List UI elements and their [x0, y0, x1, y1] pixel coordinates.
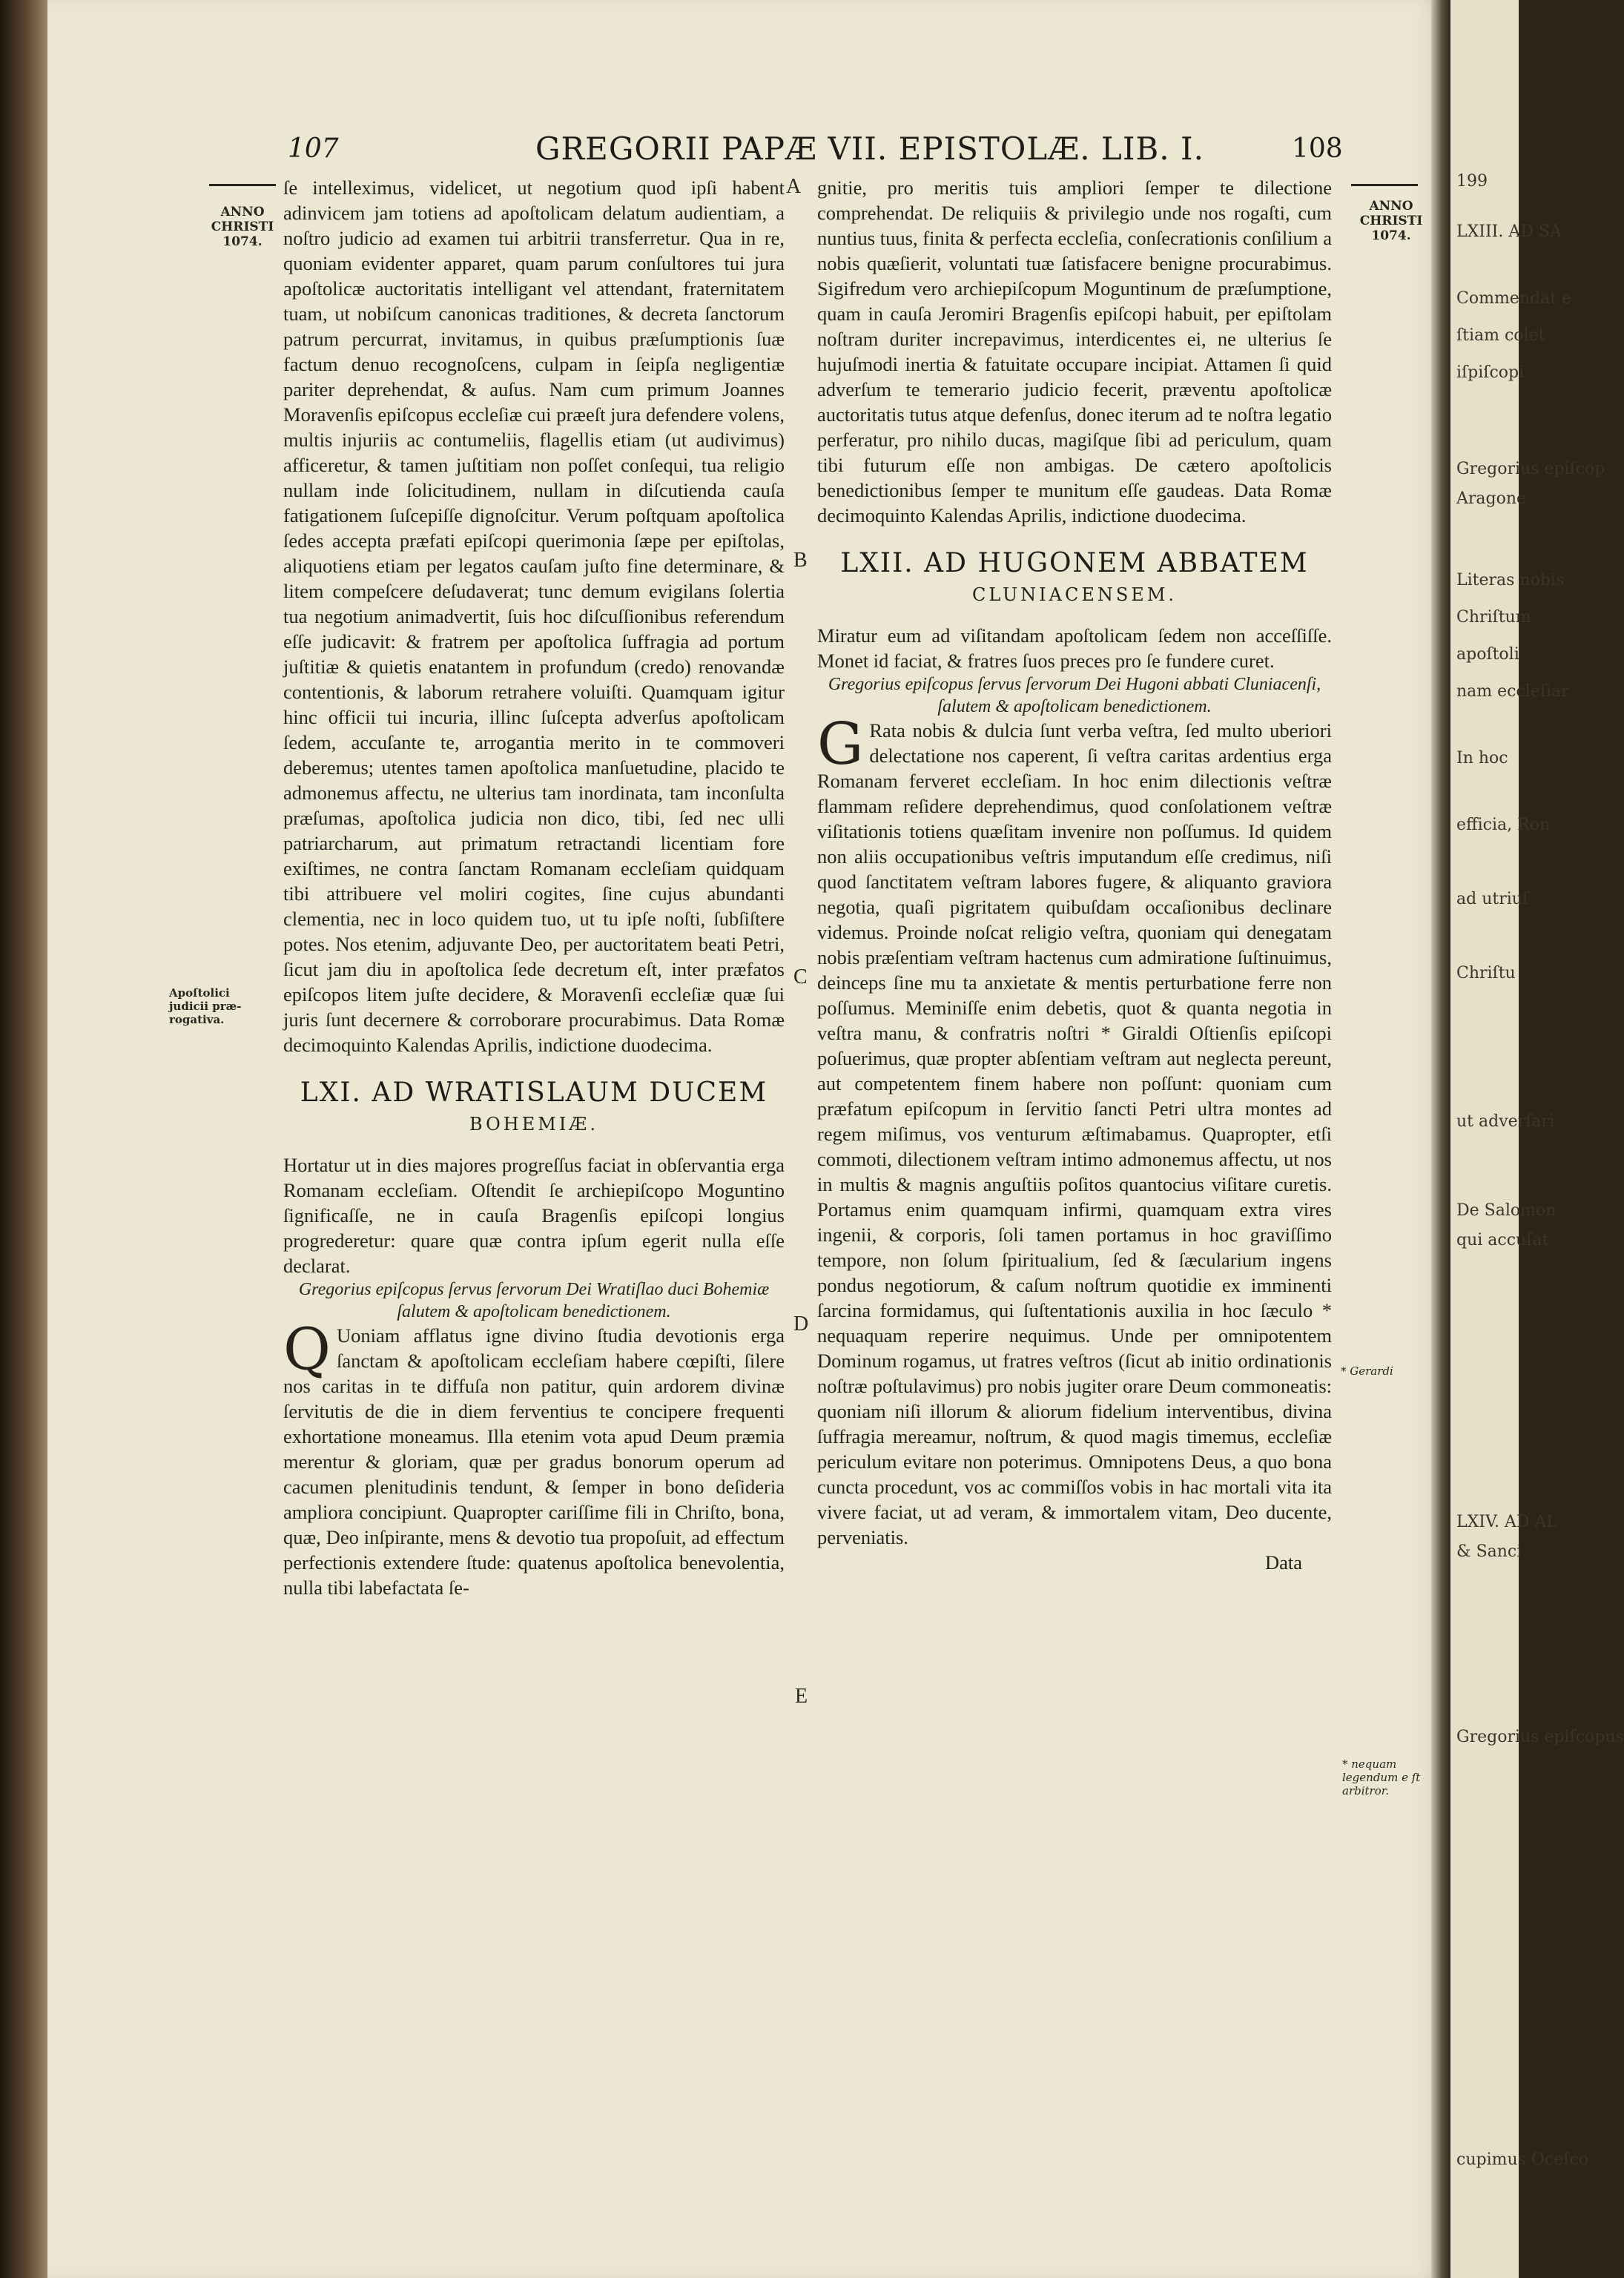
next-page-text: Commendat e — [1456, 289, 1572, 308]
year-label: 1074. — [222, 234, 263, 249]
next-page-text: Gregorius epiſcopus — [1456, 1728, 1624, 1746]
letter-62-text: Rata nobis & dulcia ſunt verba veſtra, ſed multo uberiori delectatione nos caperent, ſi veſtra caritas ardentius erga Romanam ferveret eccleſiam. In hoc enim dilectionis veſtræ flammam reſidere deprehendimus, quod conſolationem veſtræ viſitationis totiens quæſitam invenire non poſſumus. Id quidem non aliis occupationibus veſtris imputandum eſſe credimus, niſi quod ſanctitatem veſtram labores fugere, & aliquanto graviora negotia, quaſi pigritatem quibuſdam occaſionibus declinare videmus. Proinde noſcat religio veſtra, quoniam qui denegatam nobis præſentiam veſtram hactenus cum admiratione ſuſtinuimus, deinceps ſine mu ta anxietate & mentis perturbatione ferre non poſſumus. Meminiſſe enim debetis, quot & quanta negotia in veſtra manu, & confratris noſtri * Giraldi Oſtienſis epiſcopi poſuerimus, quæ propter abſentiam veſtram aut neglecta pereunt, aut competentem finem habere non poſſunt: quoniam cum præfatum epiſcopum in ſervitio ſancti Petri ultra montes ad regem miſimus, vos venturum æſtimabamus. Quapropter, etſi commoti, dilectionem veſtram intimo admonemus affectu, ut nos in multis & magnis anguſtiis poſitos quantocius viſitare curetis. Portamus enim quamquam infirmi, quamquam extra vires ingenii, & corporis, ſoli tamen portamus in hoc graviſſimo tempore, non ſolum ſpiritualium, ſed & ſæcularium ingens pondus negotiorum, & caſum noſtrum quotidie ex imminenti ſarcina formidamus, qui ſuſtentationis auxilia in hoc ſæculo * nequaquam reperire nequimus. Unde per omnipotentem Dominum rogamus, ut fratres veſtros (ſicut ab initio ordinationis noſtræ poſtulavimus) pro nobis jugiter orare Deum commoneatis: quoniam niſi illorum & aliorum fidelium interventibus, divina ſuffragia mereamur, noſtrum, & quod magis timemus, eccleſiæ periculum evitare non poterimus. Omnipotens Deus, a quo bona cuncta procedunt, vos ac commiſſos vobis in hac mortali vita ita vivere faciat, ut ad veram, & immortalem vitam, Deo ducente, perveniatis. — [817, 719, 1332, 1548]
next-page-text: nam eccleſiar — [1456, 682, 1569, 701]
letter-60-ending: gnitie, pro meritis tuis ampliori ſemper te dilectione comprehendat. De reliquiis & privilegio unde nos rogaſti, cum nuntius tuus, finita & perfecta eccleſia, conſecrationis conſilium a nobis quæſierit, voluntati tuæ ſatisfacere benigne procurabimus. Sigifredum vero archiepiſcopum Moguntinum de præſumptione, quam in cauſa Jeromiri Bragenſis epiſcopi habuit, per epiſtolam noſtram duriter increpavimus, interdicentes ei, ne ulterius ſe hujuſmodi inertia & fatuitate occupare incipiat. Attamen ſi quid adverſum te temerario judicio fecerit, præventu apoſtolicæ auctoritatis tutus atque defenſus, donec iterum ad te noſtra legatio perferatur, pro nihilo ducas, magiſque ſibi ad periculum, quam tibi futurum eſſe non ambigas. De cætero apoſtolicis benedictionibus ſemper te munitum eſſe gaudeas. Data Romæ decimoquinto Kalendas Aprilis, indictione duodecima. — [817, 176, 1332, 526]
margin-note-line: arbitror. — [1342, 1784, 1390, 1797]
catchword: Data — [1264, 1551, 1302, 1574]
letter-61-heading: LXI. AD WRATISLAUM DUCEM — [300, 1077, 768, 1108]
next-page-text: Literas nobis — [1456, 571, 1565, 590]
anno-label: ANNO — [1369, 199, 1413, 214]
letter-62-summary: Miratur eum ad viſitandam apoſtolicam ſedem non acceſſiſſe. Monet id faciat, & fratres ſuos preces pro ſe fundere curet. — [817, 624, 1332, 672]
margin-note-apostolici — [169, 986, 280, 1026]
section-letter-a: A — [786, 175, 802, 198]
next-page-text: LXIV. AD AL — [1456, 1513, 1558, 1531]
margin-note-line: legendum e ſt — [1342, 1771, 1421, 1784]
next-page-text: cupimus Oceſco — [1456, 2150, 1589, 2169]
next-page-text: & Sanci — [1456, 1542, 1522, 1561]
next-page-text: De Salomon — [1456, 1201, 1557, 1220]
letter-61-subheading: BOHEMIÆ. — [469, 1114, 598, 1135]
next-page-text: ſtiam colet — [1456, 326, 1545, 345]
drop-cap: G — [817, 711, 864, 778]
running-title: GREGORII PAPÆ VII. EPISTOLÆ. LIB. I. — [535, 131, 1204, 167]
margin-note-nequam — [1342, 1757, 1430, 1797]
book-gutter — [1431, 0, 1450, 2278]
margin-note-gerardi: * Gerardi — [1341, 1364, 1393, 1378]
left-column — [283, 175, 785, 1600]
next-page-text: ad utriuſ — [1456, 890, 1529, 908]
margin-note-line: Apoſtolici — [169, 986, 230, 1000]
letter-61-text: Uoniam afflatus igne divino ſtudia devotionis erga ſanctam & apoſtolicam eccleſiam habere cœpiſti, ſilere nos caritas in te diffuſa non patitur, quin ardorem divinæ ſervitutis de die in diem ferventius te concipere frequenti exhortatione moneamus. Illa etenim vota apud Deum præmia merentur & gloriam, quæ per gradus bonorum operum ad cacumen plenitudinis tendunt, & ſemper in bono deſideria ampliora concipiunt. Quapropter cariſſime fili in Chriſto, bona, quæ, Deo inſpirante, mens & devotio tua propoſuit, ad effectum perfectionis extendere ſtude: quatenus apoſtolica benevolentia, nulla tibi labefactata ſe- — [283, 1324, 785, 1599]
letter-62-subheading: CLUNIACENSEM. — [971, 584, 1178, 605]
next-page-fragment — [1450, 0, 1624, 2278]
next-page-text: Aragone — [1456, 489, 1527, 508]
next-page-text: 199 — [1456, 172, 1488, 191]
next-page-text: qui accuſat — [1456, 1231, 1549, 1249]
next-page-text: Gregorius epiſcop — [1456, 460, 1605, 478]
page-number-left: 107 — [288, 133, 339, 164]
section-letter-d: D — [793, 1313, 809, 1336]
next-page-text: apoſtoli — [1456, 645, 1519, 664]
year-label: 1074. — [1371, 228, 1411, 243]
margin-rule-left — [209, 184, 276, 186]
next-page-text: In hoc — [1456, 749, 1508, 767]
margin-note-anno-right — [1354, 199, 1428, 243]
letter-61-body — [283, 1316, 785, 1600]
section-letter-b: B — [793, 549, 808, 572]
page-number-right: 108 — [1292, 133, 1343, 164]
book-binding-edge — [0, 0, 47, 2278]
drop-cap: Q — [283, 1316, 331, 1383]
next-page-text: iſpiſcopi — [1456, 363, 1525, 382]
next-page-text: LXIII. AD SA — [1456, 222, 1562, 241]
margin-note-line: rogativa. — [169, 1013, 225, 1026]
next-page-text: efficia, Ron — [1456, 816, 1551, 834]
next-page-text: Chriſtum — [1456, 608, 1531, 627]
margin-note-line: * nequam — [1342, 1757, 1397, 1771]
section-letter-c: C — [793, 965, 808, 988]
margin-rule-right — [1351, 184, 1418, 186]
margin-note-anno-left — [202, 205, 283, 249]
letter-62-salutation: Gregorius epiſcopus ſervus ſervorum Dei Hugoni abbati Cluniacenſi, ſalutem & apoſtolicam benedictionem. — [828, 675, 1321, 716]
christi-label: CHRISTI — [211, 219, 274, 234]
margin-note-line: judicii præ- — [169, 1000, 242, 1013]
next-page-text: Chriſtu — [1456, 964, 1516, 983]
letter-62-heading: LXII. AD HUGONEM ABBATEM — [840, 548, 1309, 578]
section-letter-e: E — [795, 1685, 808, 1708]
letter-61-summary: Hortatur ut in dies majores progreſſus faciat in obſervantia erga Romanam eccleſiam. Oſtendit ſe archiepiſcopo Moguntino ſignificaſſe, ne in cauſa Bragenſis epiſcopi longius progrederetur: quare quæ contra ipſum egerit nulla eſſe declarat. — [283, 1154, 785, 1277]
letter-61-salutation: Gregorius epiſcopus ſervus ſervorum Dei Wratiſlao duci Bohemiæ ſalutem & apoſtolicam benedictionem. — [298, 1280, 770, 1321]
anno-label: ANNO — [220, 205, 265, 219]
christi-label: CHRISTI — [1359, 214, 1423, 228]
right-column — [817, 175, 1332, 1575]
letter-60-continuation: ſe intelleximus, videlicet, ut negotium quod ipſi habent adinvicem jam totiens ad apoſtolicam delatum audientiam, a noſtro judicio ad examen tui arbitrii transferretur. Qua in re, quoniam evidenter apparet, quam parum conſultores tui jura apoſtolicæ auctoritatis intelligant vel attendant, fraternitatem tuam, ut nobiſcum canonicas traditiones, & decreta ſanctorum patrum percurrat, invitamus, in quibus præſumptionis ſuæ factum denuo recognoſcens, culpam in ſeipſa negligentiæ pariter deprehendat, & auſus. Nam cum primum Joannes Moravenſis epiſcopus eccleſiæ cui præeſt jura defendere volens, multis injuriis ac contumeliis, flagellis etiam (ut audivimus) afficeretur, & tamen juſtitiam non poſſet conſequi, tua religio nullam inde ſolicitudinem, nullam in diſcutienda cauſa fatigationem ſuſcepiſſe dignoſcitur. Verum poſtquam apoſtolica ſedes accepta præfati epiſcopi querimonia ſæpe per epiſtolas, aliquotiens etiam per legatos cauſam juſto fine determinare, & litem compeſcere deſudaverat; tunc demum evigilans ſolertia tua negotium animadvertit, ſuis hoc diſcuſſionibus referendum eſſe judicavit: & fratrem per apoſtolica ſuffragia ad portum juſtitiæ & quietis enatantem in profundum (credo) renovandæ contentionis, & laborum retrahere voluiſti. Quamquam igitur hinc officii tui incuria, illinc ſuſcepta adverſus apoſtolicam ſedem, accuſante te, arrogantia merito in te commoveri deberemus; utentes tamen apoſtolica manſuetudine, placido te admonemus affectu, ne ulterius tam inordinata, tam inconſulta præſumas, apoſtolica judicia non dico, tibi, ſed nec ulli patriarcharum, aut primatum retractandi licentiam fore exiſtimes, ne contra ſanctam Romanam eccleſiam quidquam tibi attribuere vel moliri cogites, ſine cujus abundanti clementia, nec in loco quidem tuo, ut tu ipſe noſti, ſubſiſtere potes. Nos etenim, adjuvante Deo, per auctoritatem beati Petri, ſicut jam diu in apoſtolica ſede decretum eſt, inter præfatos epiſcopos litem juſte decidere, & Moravenſi eccleſiæ quæ ſui juris ſunt decernere & corroborare procurabimus. Data Romæ decimoquinto Kalendas Aprilis, indictione duodecima. — [283, 176, 785, 1056]
letter-62-body — [817, 711, 1332, 1550]
next-page-text: ut adverſari — [1456, 1112, 1554, 1131]
